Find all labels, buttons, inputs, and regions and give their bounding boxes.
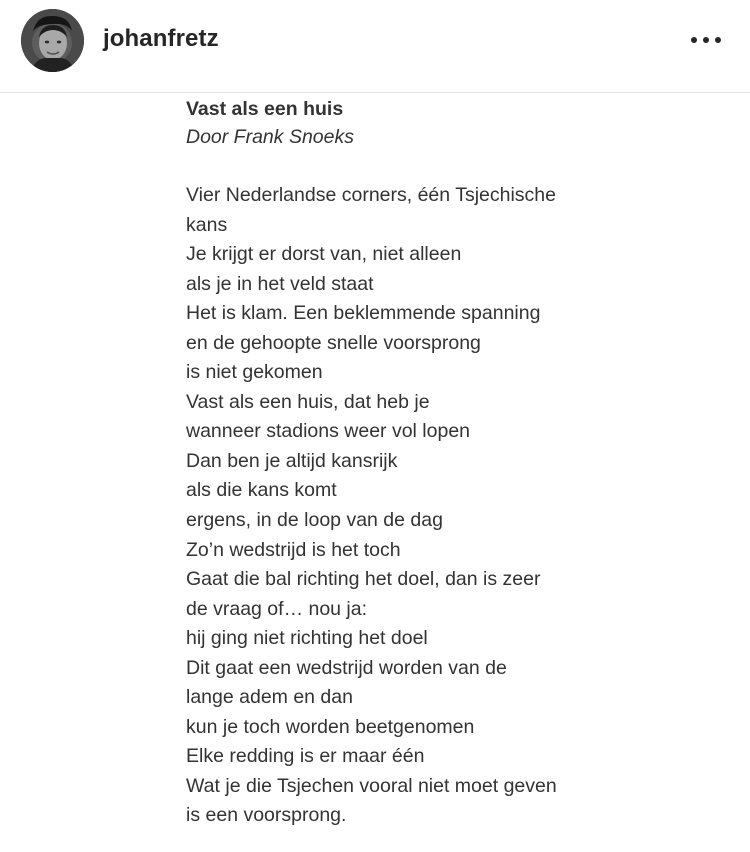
more-dot [703, 37, 709, 43]
poem-line: is een voorsprong. [186, 804, 347, 827]
poem-line: Vast als een huis, dat heb je [186, 390, 430, 413]
poem-line: Wat je die Tsjechen vooral niet moet geven [186, 774, 557, 797]
poem-author: Door Frank Snoeks [186, 126, 354, 148]
poem-line: als je in het veld staat [186, 272, 374, 295]
poem-line: Dan ben je altijd kansrijk [186, 449, 398, 472]
poem-lines [186, 181, 726, 831]
poem-line: Je krijgt er dorst van, niet alleen [186, 243, 462, 266]
more-horizontal-icon[interactable] [686, 26, 726, 52]
poem-line: de vraag of… nou ja: [186, 597, 368, 620]
more-dot [691, 37, 697, 43]
poem-line: wanneer stadions weer vol lopen [186, 420, 471, 443]
poem-line: kun je toch worden beetgenomen [186, 715, 475, 738]
poem-line: Dit gaat een wedstrijd worden van de [186, 656, 507, 679]
poem-line: hij ging niet richting het doel [186, 627, 428, 650]
post-header [0, 0, 750, 93]
poem-line: ergens, in de loop van de dag [186, 509, 443, 532]
avatar[interactable] [21, 9, 84, 72]
poem-line: lange adem en dan [186, 686, 353, 709]
poem-line: en de gehoopte snelle voorsprong [186, 331, 481, 354]
more-dot [715, 37, 721, 43]
poem-line: is niet gekomen [186, 361, 323, 384]
poem-line: Zo’n wedstrijd is het toch [186, 538, 401, 561]
poem-line: kans [186, 213, 228, 236]
poem-body [186, 97, 726, 831]
poem-line: Gaat die bal richting het doel, dan is zeer [186, 568, 541, 591]
poem-title: Vast als een huis [186, 98, 344, 120]
poem-line: Vier Nederlandse corners, één Tsjechische [186, 184, 556, 206]
profile-avatar-image [21, 9, 84, 72]
poem-line: Elke redding is er maar één [186, 745, 425, 768]
poem-line: als die kans komt [186, 479, 337, 502]
poem-line: Het is klam. Een beklemmende spanning [186, 302, 541, 325]
username[interactable]: johanfretz [103, 25, 219, 52]
